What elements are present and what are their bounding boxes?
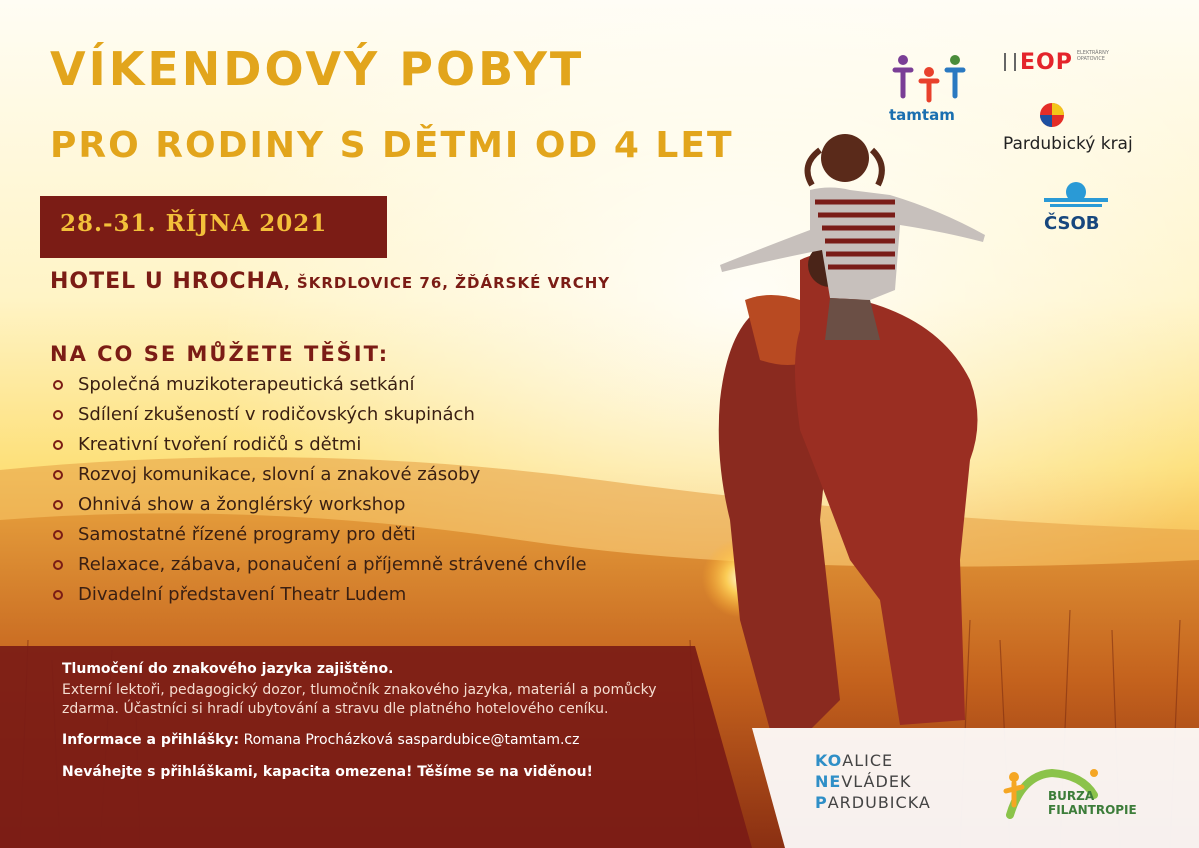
burza-filantropie-logo — [1002, 765, 1137, 829]
pardubicky-kraj-wordmark: Pardubický kraj — [1003, 134, 1133, 154]
tamtam-logo — [885, 48, 975, 128]
list-item — [48, 430, 587, 460]
eop-bars-icon — [1004, 53, 1016, 71]
tamtam-figures-icon — [885, 48, 975, 108]
venue-address: , ŠKRDLOVICE 76, ŽĎÁRSKÉ VRCHY — [284, 274, 611, 292]
list-item-text: Rozvoj komunikace, slovní a znakové zásoby — [78, 464, 481, 485]
list-item-text: Kreativní tvoření rodičů s dětmi — [78, 434, 362, 455]
info-panel — [62, 660, 662, 782]
pardubicky-kraj-emblem-icon — [1037, 100, 1067, 130]
list-item-text: Sdílení zkušeností v rodičovských skupinách — [78, 404, 475, 425]
contact-line — [62, 731, 662, 750]
burza-line: FILANTROPIE — [1048, 803, 1137, 817]
bullet-icon — [53, 530, 63, 540]
bullet-icon — [53, 470, 63, 480]
koalice-highlight: NE — [815, 772, 842, 791]
koalice-highlight: KO — [815, 751, 843, 770]
koalice-rest: ARDUBICKA — [827, 793, 931, 812]
tamtam-wordmark: tamtam — [889, 106, 955, 124]
bullet-icon — [53, 440, 63, 450]
info-heading: Tlumočení do znakového jazyka zajištěno. — [62, 661, 394, 677]
list-item-text: Ohnivá show a žonglérský workshop — [78, 494, 406, 515]
list-item-text: Samostatné řízené programy pro děti — [78, 524, 416, 545]
koalice-line — [815, 750, 931, 771]
list-item — [48, 460, 587, 490]
bullet-icon — [53, 590, 63, 600]
title-line-2: PRO RODINY S DĚTMI OD 4 LET — [50, 125, 734, 166]
list-item-text: Divadelní představení Theatr Ludem — [78, 584, 407, 605]
bullet-icon — [53, 560, 63, 570]
list-item-text: Společná muzikoterapeutická setkání — [78, 374, 415, 395]
csob-wordmark: ČSOB — [1044, 213, 1100, 234]
list-item-text: Relaxace, zábava, ponaučení a příjemně strávené chvíle — [78, 554, 587, 575]
koalice-line — [815, 771, 931, 792]
benefits-heading: NA CO SE MŮŽETE TĚŠIT: — [50, 342, 390, 366]
list-item — [48, 370, 587, 400]
call-to-action: Neváhejte s přihláškami, kapacita omezena! Těšíme se na viděnou! — [62, 764, 593, 780]
contact-label: Informace a přihlášky: — [62, 732, 240, 748]
eop-subtitle: ELEKTRÁRNY OPATOVICE — [1076, 50, 1109, 62]
burza-line: BURZA — [1048, 789, 1095, 803]
contact-value: Romana Procházková saspardubice@tamtam.cz — [239, 732, 580, 748]
venue — [50, 269, 610, 294]
csob-logo — [1040, 180, 1112, 234]
list-item — [48, 520, 587, 550]
eop-logo — [1004, 50, 1111, 75]
eop-wordmark: EOP — [1020, 50, 1073, 75]
event-date: 28.-31. ŘÍJNA 2021 — [60, 210, 328, 237]
list-item — [48, 490, 587, 520]
koalice-logo — [815, 750, 931, 813]
list-item — [48, 400, 587, 430]
info-body: Externí lektoři, pedagogický dozor, tlumočník znakového jazyka, materiál a pomůcky zdarma. Účastníci si hradí ubytování a stravu dle platného hotelového ceníku. — [62, 682, 657, 717]
burza-wordmark — [1048, 789, 1137, 817]
list-item — [48, 580, 587, 610]
csob-wave-icon — [1040, 180, 1112, 214]
bullet-icon — [53, 380, 63, 390]
koalice-line — [815, 792, 931, 813]
list-item — [48, 550, 587, 580]
bullet-icon — [53, 500, 63, 510]
date-banner — [40, 196, 387, 258]
koalice-rest: VLÁDEK — [841, 772, 912, 791]
koalice-rest: ALICE — [842, 751, 894, 770]
bullet-icon — [53, 410, 63, 420]
title-line-1: VÍKENDOVÝ POBYT — [50, 42, 585, 96]
koalice-highlight: P — [815, 793, 828, 812]
venue-name: HOTEL U HROCHA — [50, 269, 284, 294]
benefits-list — [48, 370, 587, 610]
